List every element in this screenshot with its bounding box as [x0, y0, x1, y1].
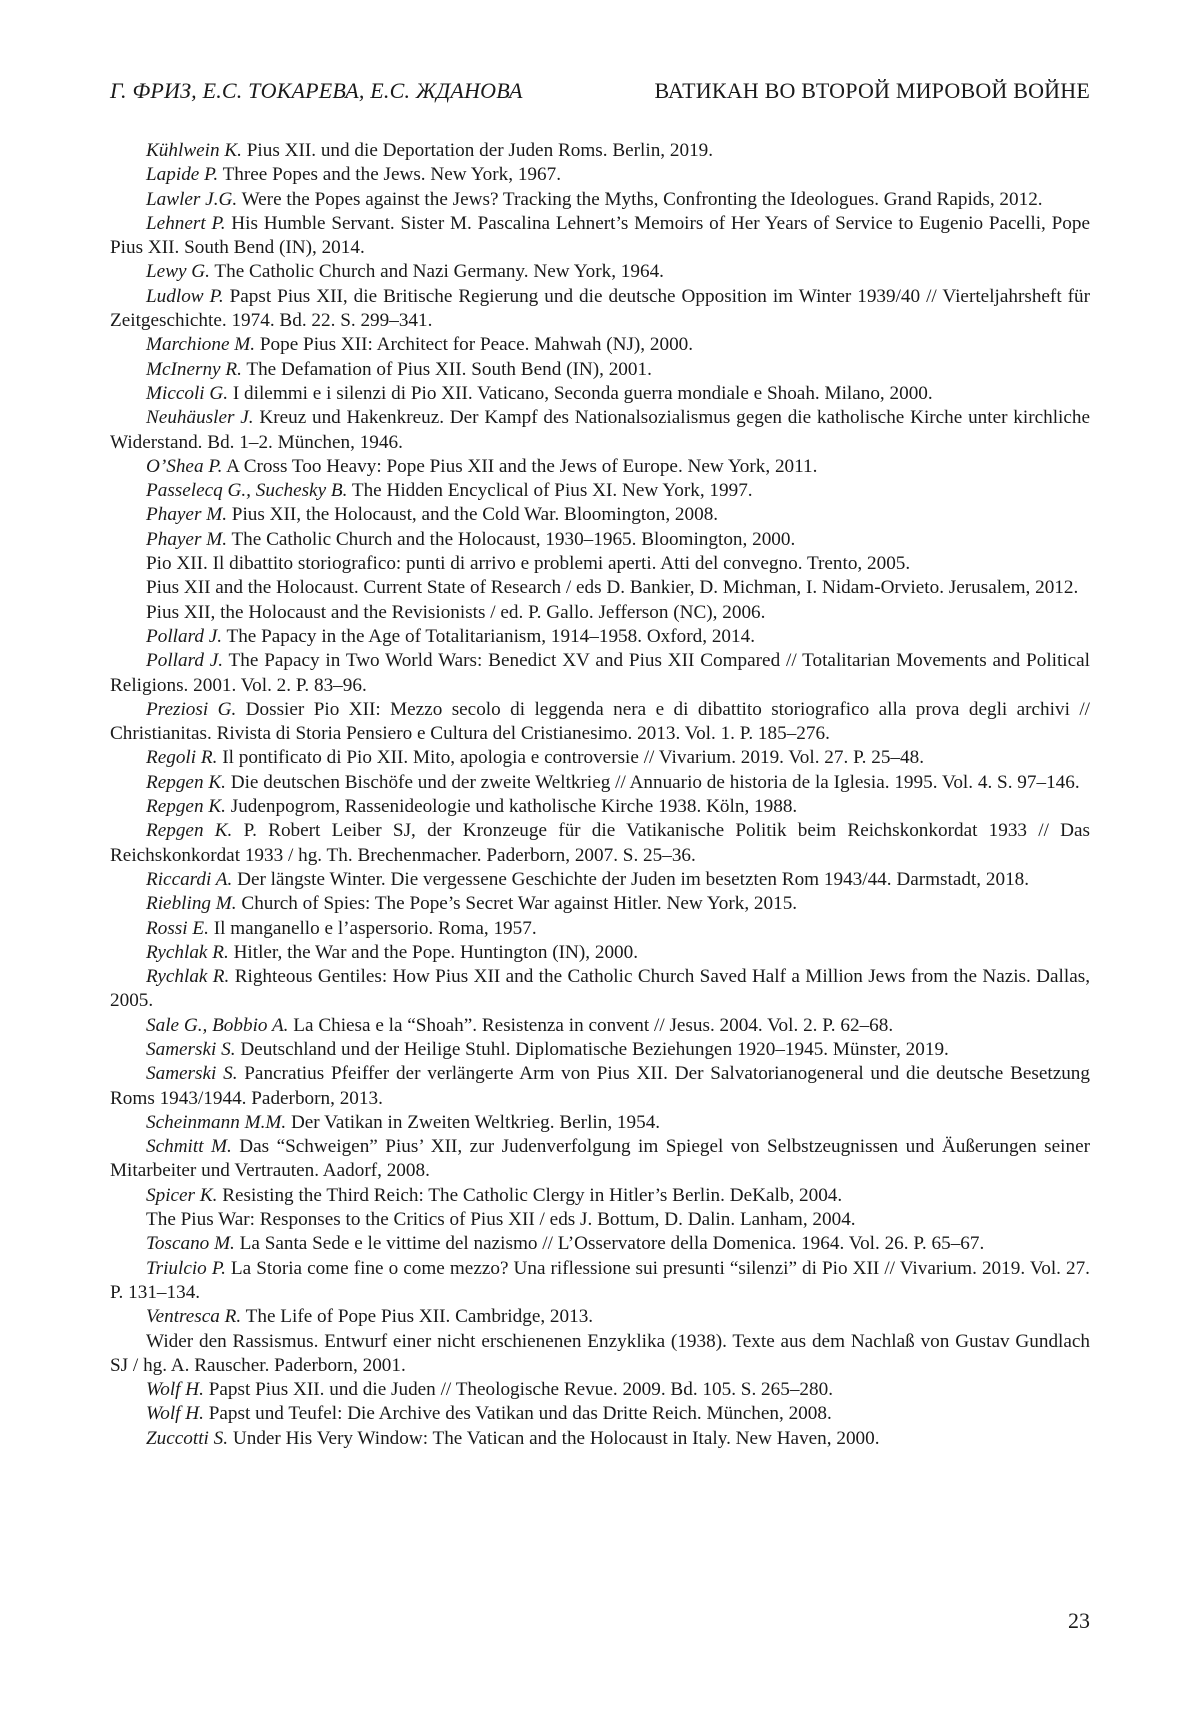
reference-text: Deutschland und der Heilige Stuhl. Diplomatische Beziehungen 1920–1945. Münster, 2019. — [235, 1038, 949, 1060]
reference-text: The Pius War: Responses to the Critics of Pius XII / eds J. Bottum, D. Dalin. Lanham, 2004. — [146, 1209, 856, 1231]
reference-author: Regoli R. — [146, 747, 218, 769]
reference-entry — [110, 625, 1090, 649]
reference-author: Marchione M. — [146, 334, 256, 356]
reference-author: Toscano M. — [146, 1233, 235, 1255]
reference-text: Papst Pius XII. und die Juden // Theologische Revue. 2009. Bd. 105. S. 265–280. — [203, 1379, 834, 1401]
reference-entry — [110, 917, 1090, 941]
reference-entry — [110, 503, 1090, 527]
reference-text: P. Robert Leiber SJ, der Kronzeuge für die Vatikanische Politik beim Reichskonkordat 1933 // Das Reichskonkordat 1933 / hg. Th. Brechenmacher. Paderborn, 2007. S. 25–36. — [110, 820, 1090, 866]
reference-text: Under His Very Window: The Vatican and the Holocaust in Italy. New Haven, 2000. — [228, 1427, 880, 1449]
reference-author: Scheinmann M.M. — [146, 1111, 287, 1133]
reference-entry — [110, 892, 1090, 916]
reference-entry — [110, 1427, 1090, 1451]
reference-text: The Papacy in the Age of Totalitarianism, 1914–1958. Oxford, 2014. — [222, 625, 756, 647]
reference-text: Judenpogrom, Rassenideologie und katholische Kirche 1938. Köln, 1988. — [225, 796, 798, 818]
page-number: 23 — [1068, 1608, 1090, 1633]
reference-author: Repgen K. — [146, 771, 226, 793]
reference-entry — [110, 188, 1090, 212]
reference-text: His Humble Servant. Sister M. Pascalina Lehnert’s Memoirs of Her Years of Service to Eugenio Pacelli, Pope Pius XII. South Bend (IN), 2014. — [110, 212, 1090, 259]
reference-text: I dilemmi e i silenzi di Pio XII. Vaticano, Seconda guerra mondiale e Shoah. Milano, 2000. — [228, 382, 933, 404]
reference-text: Righteous Gentiles: How Pius XII and the Catholic Church Saved Half a Million Jews from the Nazis. Dallas, 2005. — [110, 966, 1090, 1012]
reference-author: Riccardi A. — [146, 868, 233, 890]
reference-text: Das “Schweigen” Pius’ XII, zur Judenverfolgung im Spiegel von Selbstzeugnissen und Äußerungen seiner Mitarbeiter und Vertrauten. Aadorf, 2008. — [110, 1136, 1090, 1182]
reference-entry — [110, 1257, 1090, 1306]
reference-entry — [110, 139, 1090, 163]
reference-entry — [110, 1378, 1090, 1402]
reference-text: Pancratius Pfeiffer der verlängerte Arm von Pius XII. Der Salvatorianogeneral und die deutsche Besetzung Roms 1943/1944. Paderborn, 2013. — [110, 1063, 1090, 1109]
reference-entry — [110, 746, 1090, 770]
reference-entry — [110, 382, 1090, 406]
reference-entry — [110, 1305, 1090, 1329]
reference-author: Ventresca R. — [146, 1306, 242, 1328]
reference-entry — [110, 771, 1090, 795]
reference-entry — [110, 819, 1090, 868]
reference-author: Ludlow P. — [146, 285, 224, 307]
reference-text: The Hidden Encyclical of Pius XI. New York, 1997. — [347, 480, 753, 502]
reference-text: Hitler, the War and the Pope. Huntington (IN), 2000. — [228, 941, 639, 963]
reference-entry — [110, 649, 1090, 698]
reference-author: Rychlak R. — [146, 966, 230, 988]
reference-author: Lehnert P. — [146, 212, 226, 234]
reference-entry — [110, 212, 1090, 261]
reference-text: Were the Popes against the Jews? Tracking the Myths, Confronting the Ideologues. Grand Rapids, 2012. — [237, 188, 1043, 210]
reference-author: O’Shea P. — [146, 455, 223, 477]
reference-text: A Cross Too Heavy: Pope Pius XII and the Jews of Europe. New York, 2011. — [222, 455, 818, 477]
reference-author: Repgen K. — [146, 796, 226, 818]
reference-entry — [110, 601, 1090, 625]
reference-author: Miccoli G. — [146, 382, 229, 404]
reference-author: Kühlwein K. — [146, 140, 242, 161]
reference-text: Il manganello e l’aspersorio. Roma, 1957. — [208, 917, 537, 939]
reference-entry — [110, 1135, 1090, 1184]
reference-entry — [110, 795, 1090, 819]
reference-author: Sale G., Bobbio A. — [146, 1014, 289, 1036]
reference-entry — [110, 163, 1090, 187]
reference-text: Papst und Teufel: Die Archive des Vatikan und das Dritte Reich. München, 2008. — [203, 1403, 832, 1425]
header-authors: Г. ФРИЗ, Е.С. ТОКАРЕВА, Е.С. ЖДАНОВА — [110, 78, 523, 103]
reference-entry — [110, 1184, 1090, 1208]
reference-entry — [110, 1014, 1090, 1038]
reference-entry — [110, 868, 1090, 892]
reference-text: Wider den Rassismus. Entwurf einer nicht erschienenen Enzyklika (1938). Texte aus dem Nachlaß von Gustav Gundlach SJ / hg. A. Rauscher. Paderborn, 2001. — [110, 1330, 1090, 1376]
reference-entry — [110, 528, 1090, 552]
reference-entry — [110, 1038, 1090, 1062]
reference-author: Neuhäusler J. — [146, 407, 254, 429]
reference-author: Lawler J.G. — [146, 188, 238, 210]
reference-author: Samerski S. — [146, 1038, 236, 1060]
reference-text: The Life of Pope Pius XII. Cambridge, 2013. — [241, 1306, 594, 1328]
reference-entry — [110, 576, 1090, 600]
reference-entry — [110, 479, 1090, 503]
reference-author: Lewy G. — [146, 261, 210, 283]
reference-text: La Chiesa e la “Shoah”. Resistenza in convent // Jesus. 2004. Vol. 2. P. 62–68. — [288, 1014, 894, 1036]
reference-author: Schmitt M. — [146, 1136, 232, 1158]
reference-entry — [110, 965, 1090, 1014]
reference-text: Kreuz und Hakenkreuz. Der Kampf des Nationalsozialismus gegen die katholische Kirche unter kirchliche Widerstand. Bd. 1–2. München, 1946. — [110, 407, 1090, 453]
reference-author: Repgen K. — [146, 820, 233, 842]
reference-author: Samerski S. — [146, 1063, 238, 1085]
reference-text: Three Popes and the Jews. New York, 1967. — [218, 164, 561, 186]
reference-entry — [110, 358, 1090, 382]
reference-entry — [110, 941, 1090, 965]
reference-entry — [110, 285, 1090, 334]
reference-text: The Catholic Church and the Holocaust, 1930–1965. Bloomington, 2000. — [227, 528, 796, 550]
reference-author: Wolf H. — [146, 1379, 204, 1401]
reference-text: Pius XII. und die Deportation der Juden Roms. Berlin, 2019. — [241, 140, 714, 161]
reference-text: The Catholic Church and Nazi Germany. New York, 1964. — [209, 261, 664, 283]
reference-author: Riebling M. — [146, 893, 237, 915]
reference-text: Pius XII and the Holocaust. Current State of Research / eds D. Bankier, D. Michman, I. Nidam-Orvieto. Jerusalem, 2012. — [146, 577, 1079, 599]
reference-text: Dossier Pio XII: Mezzo secolo di leggenda nera e di dibattito storiografico alla prova degli archivi // Christianitas. Rivista di Storia Pensiero e Cultura del Cristianesimo. 2013. Vol. 1. P. 185–276. — [110, 698, 1090, 745]
reference-text: Pius XII, the Holocaust, and the Cold War. Bloomington, 2008. — [227, 504, 719, 526]
reference-author: Phayer M. — [146, 504, 227, 526]
reference-entry — [110, 455, 1090, 479]
reference-entry — [110, 260, 1090, 284]
reference-author: Zuccotti S. — [146, 1427, 229, 1449]
running-header — [110, 78, 1090, 114]
reference-entry — [110, 1062, 1090, 1111]
reference-text: La Santa Sede e le vittime del nazismo // L’Osservatore della Domenica. 1964. Vol. 26. P. 65–67. — [234, 1233, 985, 1255]
reference-text: Die deutschen Bischöfe und der zweite Weltkrieg // Annuario de historia de la Iglesia. 1995. Vol. 4. S. 97–146. — [225, 771, 1080, 793]
reference-author: Spicer K. — [146, 1184, 218, 1206]
reference-entry — [110, 552, 1090, 576]
reference-entry — [110, 1111, 1090, 1135]
reference-author: Phayer M. — [146, 528, 227, 550]
reference-text: The Defamation of Pius XII. South Bend (IN), 2001. — [241, 358, 652, 380]
reference-author: Triulcio P. — [146, 1257, 226, 1279]
reference-author: McInerny R. — [146, 358, 242, 380]
reference-author: Rychlak R. — [146, 941, 229, 963]
header-title: ВАТИКАН ВО ВТОРОЙ МИРОВОЙ ВОЙНЕ — [654, 78, 1090, 103]
reference-entry — [110, 333, 1090, 357]
reference-author: Passelecq G., Suchesky B. — [146, 480, 348, 502]
reference-text: La Storia come fine o come mezzo? Una riflessione sui presunti “silenzi” di Pio XII // Vivarium. 2019. Vol. 27. P. 131–134. — [110, 1257, 1090, 1303]
reference-author: Lapide P. — [146, 164, 219, 186]
reference-text: Church of Spies: The Pope’s Secret War against Hitler. New York, 2015. — [236, 893, 798, 915]
reference-text: Pope Pius XII: Architect for Peace. Mahwah (NJ), 2000. — [255, 334, 694, 356]
reference-author: Preziosi G. — [146, 698, 237, 720]
reference-entry — [110, 1330, 1090, 1379]
reference-author: Pollard J. — [146, 625, 223, 647]
reference-text: Il pontificato di Pio XII. Mito, apologia e controversie // Vivarium. 2019. Vol. 27. P. 25–48. — [217, 747, 924, 769]
reference-author: Rossi E. — [146, 917, 209, 939]
reference-entry — [110, 406, 1090, 455]
reference-entry — [110, 1232, 1090, 1256]
reference-author: Wolf H. — [146, 1403, 204, 1425]
reference-author: Pollard J. — [146, 650, 224, 672]
reference-list — [110, 139, 1090, 1451]
reference-text: The Papacy in Two World Wars: Benedict XV and Pius XII Compared // Totalitarian Movements and Political Religions. 2001. Vol. 2. P. 83–96. — [110, 650, 1091, 696]
reference-text: Pio XII. Il dibattito storiografico: punti di arrivo e problemi aperti. Atti del convegno. Trento, 2005. — [146, 553, 911, 575]
reference-text: Pius XII, the Holocaust and the Revisionists / ed. P. Gallo. Jefferson (NC), 2006. — [146, 601, 766, 623]
reference-text: Der längste Winter. Die vergessene Geschichte der Juden im besetzten Rom 1943/44. Darmstadt, 2018. — [232, 868, 1030, 890]
reference-entry — [110, 1208, 1090, 1232]
reference-entry — [110, 1402, 1090, 1426]
reference-text: Papst Pius XII, die Britische Regierung und die deutsche Opposition im Winter 1939/40 // Vierteljahrsheft für Zeitgeschichte. 1974. Bd. 22. S. 299–341. — [110, 285, 1091, 332]
reference-text: Resisting the Third Reich: The Catholic Clergy in Hitler’s Berlin. DeKalb, 2004. — [217, 1184, 843, 1206]
reference-entry — [110, 698, 1090, 747]
reference-text: Der Vatikan in Zweiten Weltkrieg. Berlin, 1954. — [286, 1111, 661, 1133]
